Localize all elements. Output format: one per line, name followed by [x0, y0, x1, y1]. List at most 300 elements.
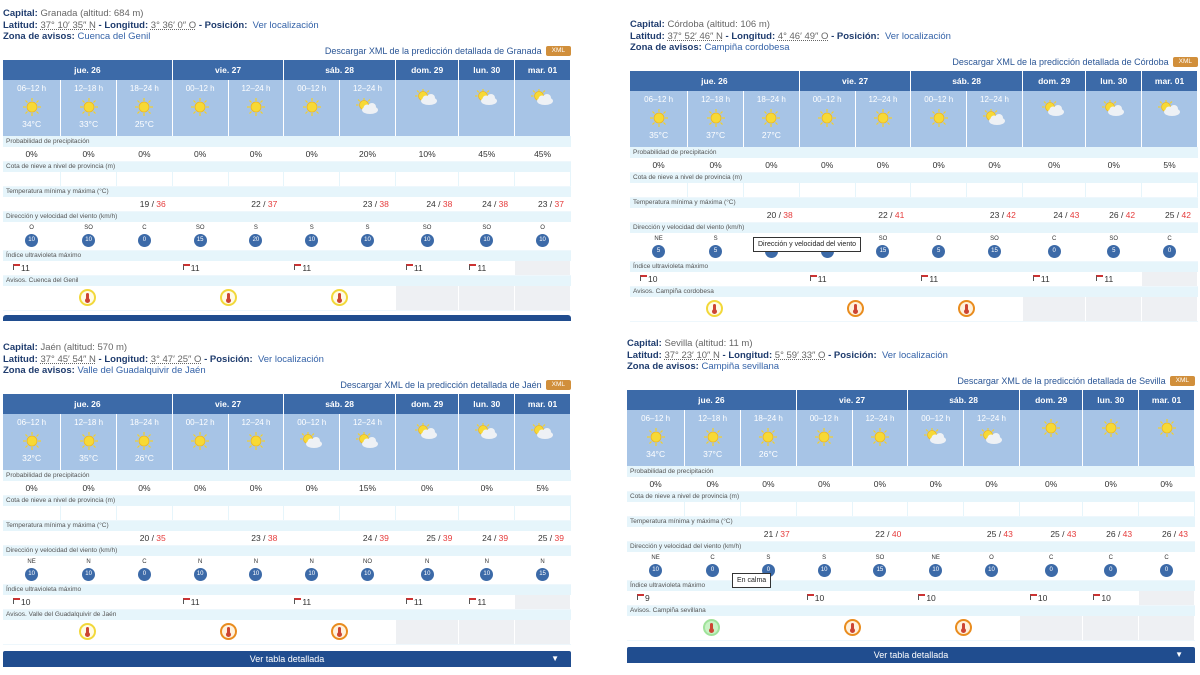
warning-cell — [908, 616, 1020, 640]
slot-hours: 12–24 h — [977, 414, 1006, 423]
position-label: - Posición: — [831, 30, 880, 42]
temp-max: 37 — [554, 198, 564, 209]
wind-cell[interactable] — [172, 222, 228, 250]
uv-flag-icon — [1096, 275, 1103, 281]
precip-label: Probabilidad de precipitación — [3, 136, 571, 147]
location-header — [3, 342, 571, 378]
sun-icon — [229, 431, 284, 451]
location-link[interactable]: Ver localización — [881, 349, 948, 361]
wind-speed-icon[interactable]: 10 — [480, 568, 493, 581]
snow-value — [395, 172, 458, 186]
wind-speed-icon[interactable]: 5 — [1107, 245, 1120, 258]
wind-cell[interactable] — [1142, 233, 1198, 261]
sun-icon — [911, 108, 966, 128]
wind-cell[interactable] — [1139, 552, 1195, 580]
location-link[interactable]: Ver localización — [252, 19, 319, 31]
snow-value — [61, 506, 117, 520]
wind-direction: NE — [654, 236, 663, 242]
precip-value: 0% — [116, 481, 172, 495]
temp-max: 42 — [1125, 209, 1136, 220]
day-header: jue. 26 — [630, 71, 799, 91]
precip-value: 5% — [515, 481, 571, 495]
precip-value: 0% — [459, 481, 515, 495]
xml-download[interactable] — [630, 55, 1198, 69]
uv-value — [1142, 272, 1198, 286]
temp-min-max: 23 / 37 — [515, 197, 571, 211]
temp-min: 25 — [1164, 209, 1175, 220]
wind-speed-icon[interactable]: 10 — [818, 564, 831, 577]
uv-flag-icon — [918, 594, 925, 600]
wind-speed-icon[interactable]: 10 — [649, 564, 662, 577]
time-slot — [852, 410, 908, 466]
xml-badge[interactable]: XML — [1173, 57, 1198, 67]
uv-value — [1022, 272, 1085, 286]
wind-speed-icon[interactable]: 15 — [988, 245, 1001, 258]
precip-value: 0% — [743, 158, 799, 172]
temp-label: Temperatura mínima y máxima (°C) — [3, 186, 571, 197]
wind-cell[interactable] — [116, 556, 172, 584]
wind-speed-icon[interactable]: 10 — [985, 564, 998, 577]
precip-value: 0% — [630, 158, 688, 172]
snow-value — [688, 183, 744, 197]
wind-direction: NO — [363, 559, 372, 565]
day-header: mar. 01 — [515, 60, 571, 80]
uv-number: 10 — [1101, 592, 1111, 603]
forecast-panel-granada — [3, 8, 571, 321]
slot-hours: 00–12 h — [921, 414, 951, 423]
uv-number: 11 — [413, 262, 423, 273]
precip-value: 0% — [911, 158, 967, 172]
wind-direction: N — [484, 559, 489, 565]
wind-cell[interactable] — [908, 552, 964, 580]
snow-label: Cota de nieve a nivel de provincia (m) — [630, 172, 1198, 183]
forecast-table — [627, 390, 1195, 641]
wind-direction: C — [1048, 555, 1054, 561]
wind-speed-icon[interactable]: 10 — [361, 234, 374, 247]
wind-cell[interactable] — [116, 222, 172, 250]
wind-speed-icon[interactable]: 10 — [361, 568, 374, 581]
location-link[interactable]: Ver localización — [257, 353, 324, 365]
wind-speed-icon[interactable]: 0 — [1160, 564, 1173, 577]
location-link[interactable]: Ver localización — [884, 30, 951, 42]
section-divider — [3, 315, 571, 321]
heat-warning-icon[interactable] — [844, 619, 861, 636]
temp-max: 43 — [1178, 528, 1188, 539]
wind-cell[interactable] — [172, 556, 228, 584]
slot-hours: 12–24 h — [241, 84, 271, 93]
wind-speed-icon[interactable]: 0 — [706, 564, 719, 577]
snow-value — [685, 502, 741, 516]
warning-cell-empty — [395, 286, 458, 310]
xml-badge[interactable]: XML — [546, 46, 571, 56]
precip-value: 0% — [228, 147, 284, 161]
temp-min: 24 — [426, 198, 436, 209]
slot-hours: 12–24 h — [980, 95, 1009, 104]
precip-value: 0% — [964, 477, 1020, 491]
time-slot — [61, 414, 117, 470]
wind-cell[interactable] — [796, 552, 852, 580]
temp-max: 43 — [1003, 528, 1013, 539]
longitude-value: 5° 59′ 33″ O — [774, 349, 826, 361]
warning-cell-empty — [395, 620, 458, 644]
wind-cell[interactable] — [228, 556, 284, 584]
time-slot — [1142, 91, 1198, 147]
uv-flag-icon — [406, 598, 413, 604]
precip-value: 0% — [116, 147, 172, 161]
temp-max: 35 — [156, 532, 166, 543]
xml-download[interactable] — [3, 378, 571, 392]
temp-min: 20 — [766, 209, 777, 220]
warning-cell-empty — [1019, 616, 1082, 640]
warning-cell — [3, 620, 172, 644]
wind-speed-icon[interactable]: 10 — [25, 568, 38, 581]
wind-label: Dirección y velocidad del viento (km/h) — [3, 211, 571, 222]
uv-number: 11 — [929, 273, 939, 284]
precip-value: 5% — [1142, 158, 1198, 172]
wind-cell[interactable] — [627, 552, 685, 580]
temp-min: 21 — [763, 528, 774, 539]
snow-label: Cota de nieve a nivel de provincia (m) — [3, 495, 571, 506]
heat-warning-icon[interactable] — [703, 619, 720, 636]
forecast-table — [3, 60, 571, 311]
wind-speed-icon[interactable]: 15 — [536, 568, 549, 581]
heat-warning-icon[interactable] — [331, 623, 348, 640]
precip-value: 0% — [1022, 158, 1085, 172]
wind-direction: C — [142, 559, 147, 565]
capital-value: Jaén (altitud: 570 m) — [40, 342, 128, 353]
sun-icon — [688, 108, 743, 128]
snow-label: Cota de nieve a nivel de provincia (m) — [627, 491, 1195, 502]
wind-speed-icon[interactable]: 0 — [1163, 245, 1176, 258]
snow-value — [61, 172, 117, 186]
wind-direction: NE — [27, 559, 36, 565]
wind-direction: C — [1164, 555, 1169, 561]
uv-value — [1139, 591, 1195, 605]
wind-cell[interactable] — [911, 233, 967, 261]
snow-value — [852, 502, 908, 516]
sun-cloud-icon — [1142, 99, 1197, 119]
temp-max: 38 — [267, 532, 278, 543]
wind-speed-icon[interactable]: 10 — [421, 234, 434, 247]
wind-direction: O — [540, 225, 545, 231]
time-slot — [340, 80, 396, 136]
warning-cell-empty — [1022, 297, 1085, 321]
wind-direction: SO — [482, 225, 492, 231]
wind-cell[interactable] — [61, 222, 117, 250]
heat-warning-icon[interactable] — [847, 300, 864, 317]
wind-cell[interactable] — [967, 233, 1023, 261]
temp-min: 26 — [1109, 209, 1119, 220]
slot-hours: 18–24 h — [129, 418, 159, 427]
sun-icon — [3, 97, 60, 117]
warning-cell — [284, 286, 396, 310]
time-slot — [743, 91, 799, 147]
wind-cell[interactable] — [852, 552, 908, 580]
precip-value: 45% — [459, 147, 515, 161]
wind-cell[interactable] — [855, 233, 911, 261]
wind-cell[interactable] — [284, 222, 340, 250]
wind-speed-icon[interactable]: 0 — [138, 234, 151, 247]
warning-cell-empty — [1086, 297, 1142, 321]
uv-value — [459, 595, 515, 609]
time-slot — [515, 414, 571, 470]
time-slot — [459, 414, 515, 470]
warning-zone-value: Cuenca del Genil — [77, 31, 151, 42]
warning-cell — [3, 286, 172, 310]
snow-value — [3, 506, 61, 520]
wind-cell[interactable] — [395, 556, 458, 584]
xml-badge[interactable]: XML — [1170, 376, 1195, 386]
chevron-down-icon: ▼ — [1175, 649, 1183, 659]
wind-cell[interactable] — [459, 222, 515, 250]
view-detailed-table-label: Ver tabla detallada — [249, 653, 325, 664]
uv-flag-icon — [1030, 594, 1037, 600]
day-header: mar. 01 — [1139, 390, 1195, 410]
sun-icon — [117, 97, 172, 117]
uv-value — [911, 272, 1023, 286]
day-header: dom. 29 — [395, 394, 458, 414]
precip-value: 0% — [799, 158, 855, 172]
precip-value: 20% — [340, 147, 396, 161]
sun-cloud-icon — [459, 88, 514, 108]
wind-cell[interactable] — [1019, 552, 1082, 580]
xml-download[interactable] — [627, 374, 1195, 388]
sun-icon — [627, 427, 684, 447]
wind-cell[interactable] — [459, 556, 515, 584]
sun-cloud-icon — [1023, 99, 1085, 119]
uv-value — [627, 591, 796, 605]
wind-speed-icon[interactable]: 0 — [1048, 245, 1061, 258]
precip-value: 0% — [228, 481, 284, 495]
wind-cell[interactable] — [630, 233, 688, 261]
xml-download-link[interactable]: Descargar XML de la predicción detallada de Jaén — [340, 380, 542, 390]
day-header: dom. 29 — [1022, 71, 1085, 91]
snow-value — [855, 183, 911, 197]
wind-cell[interactable] — [3, 222, 61, 250]
wind-cell[interactable] — [1022, 233, 1085, 261]
slot-hours: 12–24 h — [353, 418, 382, 427]
wind-speed-icon[interactable]: 10 — [82, 234, 95, 247]
temp-min: 22 — [251, 198, 261, 209]
latitude-value: 37° 23′ 10″ N — [664, 349, 720, 361]
xml-download[interactable] — [3, 44, 571, 58]
sun-icon — [61, 431, 116, 451]
temp-max: 38 — [498, 198, 509, 209]
time-slot — [855, 91, 911, 147]
precip-value: 0% — [855, 158, 911, 172]
time-slot — [688, 91, 744, 147]
snow-value — [340, 506, 396, 520]
time-slot — [964, 410, 1020, 466]
temp-min: 25 — [537, 532, 548, 543]
uv-label: Índice ultravioleta máximo — [3, 250, 571, 261]
temp-max: 42 — [1006, 209, 1016, 220]
time-slot — [1022, 91, 1085, 147]
wind-cell[interactable] — [61, 556, 117, 584]
sun-icon — [284, 97, 339, 117]
wind-direction: SO — [195, 225, 205, 231]
slot-temperature: 37°C — [706, 130, 726, 140]
sun-icon — [1083, 418, 1138, 438]
forecast-table — [630, 71, 1198, 322]
slot-temperature: 26°C — [758, 449, 778, 459]
wind-speed-icon[interactable]: 10 — [480, 234, 493, 247]
xml-download-link[interactable]: Descargar XML de la predicción detallada de Córdoba — [952, 57, 1169, 67]
wind-cell[interactable] — [340, 556, 396, 584]
uv-value — [172, 261, 284, 275]
wind-cell[interactable] — [688, 233, 744, 261]
time-slot — [799, 91, 855, 147]
wind-cell[interactable] — [340, 222, 396, 250]
wind-speed-icon[interactable]: 5 — [932, 245, 945, 258]
wind-speed-icon[interactable]: 10 — [305, 568, 318, 581]
heat-warning-icon[interactable] — [79, 623, 96, 640]
heat-warning-icon[interactable] — [220, 623, 237, 640]
precip-label: Probabilidad de precipitación — [630, 147, 1198, 158]
wind-cell[interactable] — [284, 556, 340, 584]
wind-cell[interactable] — [1083, 552, 1139, 580]
time-slot — [627, 410, 685, 466]
temp-min: 23 — [989, 209, 1000, 220]
uv-flag-icon — [183, 264, 190, 270]
wind-speed-icon[interactable]: 20 — [249, 234, 262, 247]
wind-speed-icon[interactable]: 5 — [709, 245, 722, 258]
longitude-label: - Longitud: — [98, 353, 149, 365]
uv-flag-icon — [807, 594, 814, 600]
forecast-panel-jaen — [3, 342, 571, 667]
temp-label: Temperatura mínima y máxima (°C) — [630, 197, 1198, 208]
precip-value: 0% — [3, 481, 61, 495]
snow-value — [1022, 183, 1085, 197]
snow-value — [1083, 502, 1139, 516]
temp-max: 37 — [780, 528, 790, 539]
sun-cloud-icon — [340, 431, 395, 451]
uv-flag-icon — [637, 594, 644, 600]
slot-hours: 12–18 h — [74, 418, 104, 427]
wind-speed-icon[interactable]: 10 — [82, 568, 95, 581]
wind-cell[interactable] — [515, 556, 571, 584]
wind-direction: NE — [651, 555, 660, 561]
uv-value — [1083, 591, 1139, 605]
uv-number: 11 — [477, 596, 487, 607]
day-header: dom. 29 — [1019, 390, 1082, 410]
wind-tooltip: En calma — [732, 573, 771, 588]
sun-icon — [1139, 418, 1194, 438]
uv-label: Índice ultravioleta máximo — [3, 584, 571, 595]
wind-speed-icon[interactable]: 10 — [194, 568, 207, 581]
view-detailed-table-button[interactable] — [627, 647, 1195, 663]
wind-speed-icon[interactable]: 10 — [536, 234, 549, 247]
temp-min: 24 — [362, 532, 373, 543]
wind-speed-icon[interactable]: 15 — [194, 234, 207, 247]
heat-warning-icon[interactable] — [220, 289, 237, 306]
wind-cell[interactable] — [3, 556, 61, 584]
sun-icon — [173, 431, 228, 451]
wind-speed-icon[interactable]: 0 — [762, 564, 775, 577]
wind-direction: SO — [84, 225, 93, 231]
wind-speed-icon[interactable]: 10 — [305, 234, 318, 247]
uv-number: 11 — [302, 596, 312, 607]
slot-hours: 06–12 h — [641, 414, 671, 423]
temp-max: 43 — [1066, 528, 1077, 539]
uv-flag-icon — [921, 275, 928, 281]
time-slot — [740, 410, 796, 466]
wind-speed-icon[interactable]: 15 — [876, 245, 889, 258]
wind-speed-icon[interactable]: 15 — [873, 564, 886, 577]
heat-warning-icon[interactable] — [706, 300, 723, 317]
temp-max: 36 — [156, 198, 166, 209]
slot-hours: 06–12 h — [644, 95, 674, 104]
wind-speed-icon[interactable]: 10 — [25, 234, 38, 247]
wind-direction: SO — [875, 555, 885, 561]
heat-warning-icon[interactable] — [331, 289, 348, 306]
wind-speed-icon[interactable]: 0 — [138, 568, 151, 581]
heat-warning-icon[interactable] — [958, 300, 975, 317]
heat-warning-icon[interactable] — [955, 619, 972, 636]
temp-max: 40 — [891, 528, 902, 539]
time-slot — [1139, 410, 1195, 466]
slot-hours: 12–18 h — [74, 84, 104, 93]
time-slot — [284, 80, 340, 136]
view-detailed-table-button[interactable] — [3, 651, 571, 667]
uv-value — [395, 261, 458, 275]
uv-label: Índice ultravioleta máximo — [627, 580, 1195, 591]
warning-cell — [627, 616, 796, 640]
wind-cell[interactable] — [964, 552, 1020, 580]
uv-value — [908, 591, 1020, 605]
slot-temperature: 35°C — [79, 453, 99, 463]
temp-min: 22 — [878, 209, 888, 220]
snow-value — [967, 183, 1023, 197]
wind-cell[interactable] — [515, 222, 571, 250]
day-header: dom. 29 — [395, 60, 458, 80]
wind-speed-icon[interactable]: 10 — [421, 568, 434, 581]
warning-zone-label: Zona de avisos: — [3, 31, 75, 42]
wind-cell[interactable] — [395, 222, 458, 250]
snow-value — [172, 506, 228, 520]
slot-hours: 12–24 h — [865, 414, 895, 423]
slot-temperature: 26°C — [134, 453, 154, 463]
xml-download-link[interactable]: Descargar XML de la predicción detallada de Granada — [324, 46, 542, 56]
time-slot — [911, 91, 967, 147]
uv-value — [3, 261, 172, 275]
wind-tooltip: Dirección y velocidad del viento — [753, 237, 861, 252]
xml-badge[interactable]: XML — [546, 380, 571, 390]
wind-speed-icon[interactable]: 0 — [1045, 564, 1058, 577]
snow-value — [284, 506, 340, 520]
wind-cell[interactable] — [1086, 233, 1142, 261]
xml-download-link[interactable]: Descargar XML de la predicción detallada de Sevilla — [957, 376, 1166, 386]
snow-value — [228, 506, 284, 520]
precip-value: 0% — [284, 481, 340, 495]
position-label: - Posición: — [198, 19, 248, 31]
temp-min-max: 20 / 38 — [630, 208, 799, 222]
temp-min-max: 25 / 39 — [395, 531, 458, 545]
heat-warning-icon[interactable] — [79, 289, 96, 306]
wind-direction: O — [936, 236, 942, 242]
sun-icon — [61, 97, 116, 117]
wind-cell[interactable] — [228, 222, 284, 250]
wind-speed-icon[interactable]: 10 — [249, 568, 262, 581]
wind-speed-icon[interactable]: 5 — [652, 245, 665, 258]
day-header: vie. 27 — [796, 390, 908, 410]
precip-label: Probabilidad de precipitación — [627, 466, 1195, 477]
temp-min-max: 23 / 38 — [172, 531, 284, 545]
wind-speed-icon[interactable]: 0 — [1104, 564, 1117, 577]
uv-value — [515, 595, 571, 609]
wind-direction: C — [1167, 236, 1172, 242]
wind-speed-icon[interactable]: 10 — [929, 564, 942, 577]
